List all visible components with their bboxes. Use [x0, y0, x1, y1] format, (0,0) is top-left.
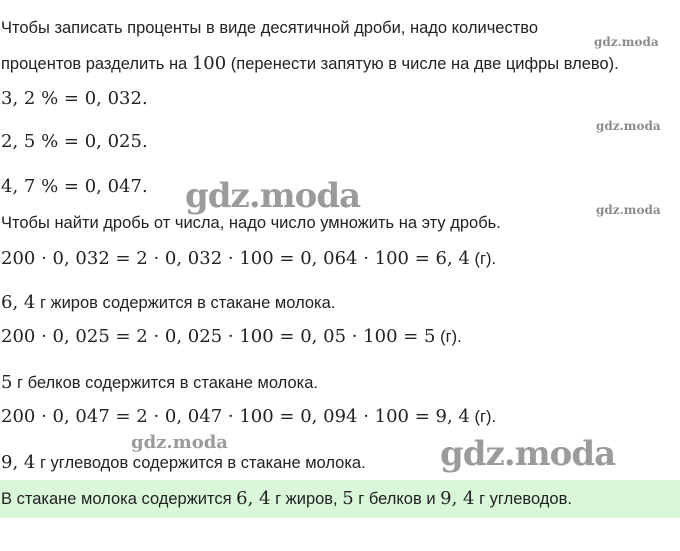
- result-fats-value: 6, 4: [1, 292, 36, 313]
- result-proteins-value: 5: [1, 372, 13, 393]
- watermark-small-1: gdz.moda: [594, 35, 659, 49]
- watermark-large-2: gdz.moda: [440, 434, 616, 474]
- answer-proteins-value: 5: [342, 488, 354, 509]
- equation-2-5-percent: [1, 132, 148, 152]
- paragraph-intro-cont: [1, 54, 619, 74]
- final-answer: [1, 489, 572, 509]
- equation-3-2-text: 3, 2 % = 0, 032.: [1, 88, 148, 109]
- result-carbs-value: 9, 4: [1, 452, 36, 473]
- calc-proteins-unit: (г).: [435, 328, 462, 346]
- calc-fats-math: 200 · 0, 032 = 2 · 0, 032 · 100 = 0, 064 · 100 = 6, 4: [1, 248, 470, 269]
- equation-2-5-text: 2, 5 % = 0, 025.: [1, 131, 148, 152]
- answer-text-c: г жиров,: [270, 490, 343, 508]
- paragraph-rule: [1, 213, 501, 233]
- equation-3-2-percent: [1, 89, 148, 109]
- text-rule: Чтобы найти дробь от числа, надо число умножить на эту дробь.: [1, 214, 501, 232]
- answer-carbs-value: 9, 4: [440, 488, 475, 509]
- result-fats: [1, 293, 335, 313]
- text-intro: Чтобы записать проценты в виде десятичной дроби, надо количество: [1, 19, 539, 37]
- result-proteins: [1, 373, 318, 393]
- result-proteins-text: г белков содержится в стакане молока.: [12, 374, 318, 392]
- calc-proteins-math: 200 · 0, 025 = 2 · 0, 025 · 100 = 0, 05 · 100 = 5: [1, 326, 436, 347]
- result-fats-text: г жиров содержится в стакане молока.: [35, 294, 336, 312]
- watermark-medium-1: gdz.moda: [131, 432, 228, 453]
- answer-text-a: В стакане молока содержится: [1, 490, 237, 508]
- text-intro-cont-c: (перенести запятую в числе на две цифры влево).: [226, 55, 619, 73]
- equation-4-7-text: 4, 7 % = 0, 047.: [1, 176, 148, 197]
- calc-carbs-unit: (г).: [469, 408, 497, 426]
- watermark-large-1: gdz.moda: [185, 176, 361, 216]
- watermark-small-3: gdz.moda: [596, 203, 661, 217]
- answer-fats-value: 6, 4: [236, 488, 271, 509]
- equation-4-7-percent: [1, 177, 148, 197]
- calc-proteins: [1, 327, 462, 347]
- answer-text-e: г белков и: [353, 490, 441, 508]
- text-intro-cont-a: процентов разделить на: [1, 55, 192, 73]
- watermark-small-2: gdz.moda: [596, 119, 661, 133]
- answer-text-g: г углеводов.: [474, 490, 572, 508]
- math-100: 100: [191, 53, 227, 74]
- paragraph-intro: [1, 18, 538, 38]
- result-carbs: [1, 453, 366, 473]
- result-carbs-text: г углеводов содержится в стакане молока.: [35, 454, 366, 472]
- calc-fats: [1, 249, 496, 269]
- calc-carbs: [1, 407, 496, 427]
- calc-fats-unit: (г).: [469, 250, 497, 268]
- calc-carbs-math: 200 · 0, 047 = 2 · 0, 047 · 100 = 0, 094 · 100 = 9, 4: [1, 406, 470, 427]
